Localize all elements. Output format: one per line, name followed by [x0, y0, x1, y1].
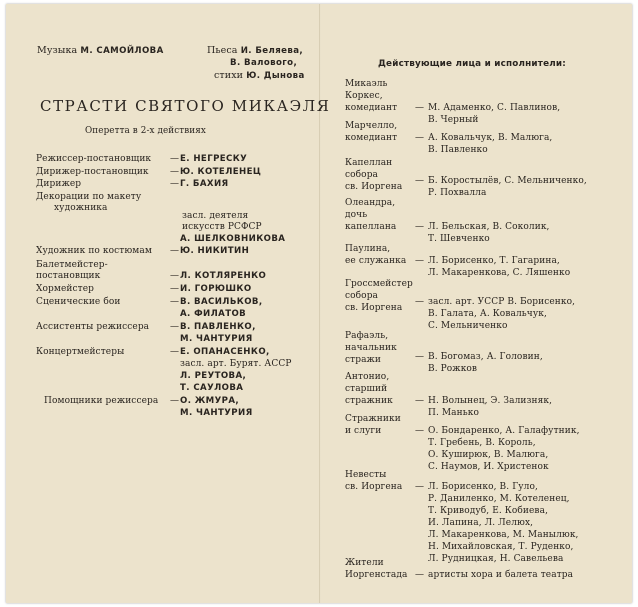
music-credit: Музыка М. САМОЙЛОВА: [37, 45, 164, 56]
staff-role: Режиссер-постановщик: [36, 154, 152, 164]
cast-actors: И. Лапина, Л. Лелюх,: [428, 518, 534, 528]
dash: —: [415, 396, 424, 406]
cast-actors: С. Наумов, И. Христенок: [428, 462, 549, 472]
staff-role: Художник по костюмам: [36, 246, 152, 256]
cast-actors: Л. Рудницкая, Н. Савельева: [428, 554, 564, 564]
staff-role: Концертмейстеры: [36, 347, 125, 357]
cast-role: комедиант: [345, 103, 398, 113]
cast-role: стражник: [345, 396, 393, 406]
dash: —: [415, 352, 424, 362]
cast-role: Паулина,: [345, 244, 391, 254]
cast-role: ее служанка: [345, 256, 407, 266]
cast-actors: В. Галата, А. Ковальчук,: [428, 309, 547, 319]
cast-actors: Т. Криводуб, Е. Кобиева,: [428, 506, 549, 516]
cast-actors: А. Ковальчук, В. Малюга,: [428, 133, 553, 143]
cast-actors: О. Куширюк, В. Малюга,: [428, 450, 549, 460]
dash: —: [170, 396, 179, 406]
cast-actors: Т. Гребень, В. Король,: [428, 438, 536, 448]
cast-role: Коркес,: [345, 91, 383, 101]
dash: —: [170, 322, 179, 332]
staff-role: Дирижер-постановщик: [36, 167, 149, 177]
dash: —: [170, 167, 179, 177]
staff-name: В. ВАСИЛЬКОВ,: [180, 297, 263, 307]
cast-role: стражи: [345, 355, 382, 365]
cast-role: собора: [345, 291, 379, 301]
cast-role: дочь: [345, 210, 368, 220]
cast-actors: Л. Бельская, В. Соколик,: [428, 222, 550, 232]
cast-role: св. Иоргена: [345, 303, 403, 313]
staff-note: засл. арт. Бурят. АССР: [180, 359, 292, 369]
cast-actors: В. Рожков: [428, 364, 478, 374]
cast-role: Антонио,: [345, 372, 390, 382]
verse-credit: стихи Ю. Дынова: [214, 70, 305, 81]
staff-name: Л. РЕУТОВА,: [180, 371, 247, 381]
staff-name: М. ЧАНТУРИЯ: [180, 408, 253, 418]
cast-role: начальник: [345, 343, 397, 353]
cast-actors: П. Манько: [428, 408, 479, 418]
dash: —: [415, 426, 424, 436]
dash: —: [170, 284, 179, 294]
staff-role: Декорации по макету: [36, 192, 142, 202]
play-credit: Пьеса И. Беляева,: [207, 45, 304, 56]
staff-name: Г. БАХИЯ: [180, 179, 229, 189]
cast-actors: В. Черный: [428, 115, 479, 125]
staff-note: искусств РСФСР: [182, 222, 262, 232]
staff-name: О. ЖМУРА,: [180, 396, 240, 406]
cast-actors: Т. Шевченко: [428, 234, 490, 244]
staff-name: А. ШЕЛКОВНИКОВА: [180, 234, 286, 244]
dash: —: [415, 482, 424, 492]
cast-actors: В. Павленко: [428, 145, 488, 155]
cast-actors: Л. Макаренкова, С. Ляшенко: [428, 268, 571, 278]
cast-role: старший: [345, 384, 388, 394]
cast-role: Микаэль: [345, 79, 388, 89]
cast-role: Рафаэль,: [345, 331, 389, 341]
cast-actors: Н. Волынец, Э. Зализняк,: [428, 396, 553, 406]
cast-actors: С. Мельниченко: [428, 321, 508, 331]
cast-actors: Л. Борисенко, В. Гуло,: [428, 482, 538, 492]
staff-note: засл. деятеля: [182, 211, 249, 221]
cast-actors: засл. арт. УССР В. Борисенко,: [428, 297, 576, 307]
cast-role: Стражники: [345, 414, 401, 424]
cast-role: Марчелло,: [345, 121, 398, 131]
staff-role: Помощники режиссера: [44, 396, 159, 406]
dash: —: [415, 297, 424, 307]
cast-role: св. Иоргена: [345, 182, 403, 192]
subtitle: Оперетта в 2-х действиях: [85, 126, 206, 136]
staff-name: Т. САУЛОВА: [180, 383, 244, 393]
dash: —: [415, 222, 424, 232]
cast-role: Гроссмейстер: [345, 279, 413, 289]
dash: —: [170, 246, 179, 256]
cast-actors: М. Адаменко, С. Павлинов,: [428, 103, 561, 113]
staff-role: Дирижер: [36, 179, 82, 189]
cast-role: Жители: [345, 558, 384, 568]
cast-role: Иоргенстада: [345, 570, 408, 580]
staff-role: Хормейстер: [36, 284, 95, 294]
dash: —: [170, 297, 179, 307]
staff-name: Е. НЕГРЕСКУ: [180, 154, 248, 164]
cast-actors: Р. Даниленко, М. Котеленец,: [428, 494, 570, 504]
staff-role: Балетмейстер-: [36, 260, 108, 270]
dash: —: [170, 154, 179, 164]
cast-heading: Действующие лица и исполнители:: [378, 59, 566, 69]
staff-name: В. ПАВЛЕНКО,: [180, 322, 256, 332]
dash: —: [415, 133, 424, 143]
cast-actors: Л. Макаренкова, М. Манылюк,: [428, 530, 579, 540]
cast-role: комедиант: [345, 133, 398, 143]
cast-role: капеллана: [345, 222, 397, 232]
staff-role: постановщик: [36, 271, 101, 281]
staff-name: Ю. КОТЕЛЕНЕЦ: [180, 167, 262, 177]
staff-name: И. ГОРЮШКО: [180, 284, 252, 294]
staff-name: Е. ОПАНАСЕНКО,: [180, 347, 270, 357]
cast-actors: Р. Похвалла: [428, 188, 487, 198]
dash: —: [170, 347, 179, 357]
dash: —: [415, 570, 424, 580]
cast-role: св. Иоргена: [345, 482, 403, 492]
cast-actors: Л. Борисенко, Т. Гагарина,: [428, 256, 560, 266]
dash: —: [415, 256, 424, 266]
staff-role: Сценические бои: [36, 297, 121, 307]
staff-role: художника: [54, 203, 108, 213]
cast-actors: О. Бондаренко, А. Галафутник,: [428, 426, 580, 436]
dash: —: [170, 179, 179, 189]
dash: —: [170, 271, 179, 281]
staff-name: Л. КОТЛЯРЕНКО: [180, 271, 267, 281]
cast-role: и слуги: [345, 426, 382, 436]
dash: —: [415, 103, 424, 113]
cast-role: Капеллан: [345, 158, 393, 168]
staff-name: Ю. НИКИТИН: [180, 246, 250, 256]
staff-role: Ассистенты режиссера: [36, 322, 150, 332]
page-title: СТРАСТИ СВЯТОГО МИКАЭЛЯ: [40, 97, 331, 115]
cast-actors: артисты хора и балета театра: [428, 570, 574, 580]
staff-name: М. ЧАНТУРИЯ: [180, 334, 253, 344]
staff-name: А. ФИЛАТОВ: [180, 309, 247, 319]
center-fold: [319, 4, 321, 603]
cast-role: собора: [345, 170, 379, 180]
play-author-2: В. Валового,: [230, 58, 298, 68]
dash: —: [415, 176, 424, 186]
cast-role: Невесты: [345, 470, 387, 480]
cast-actors: В. Богомаз, А. Головин,: [428, 352, 543, 362]
cast-actors: Н. Михайловская, Т. Руденко,: [428, 542, 574, 552]
cast-role: Олеандра,: [345, 198, 396, 208]
cast-actors: Б. Коростылёв, С. Мельниченко,: [428, 176, 587, 186]
